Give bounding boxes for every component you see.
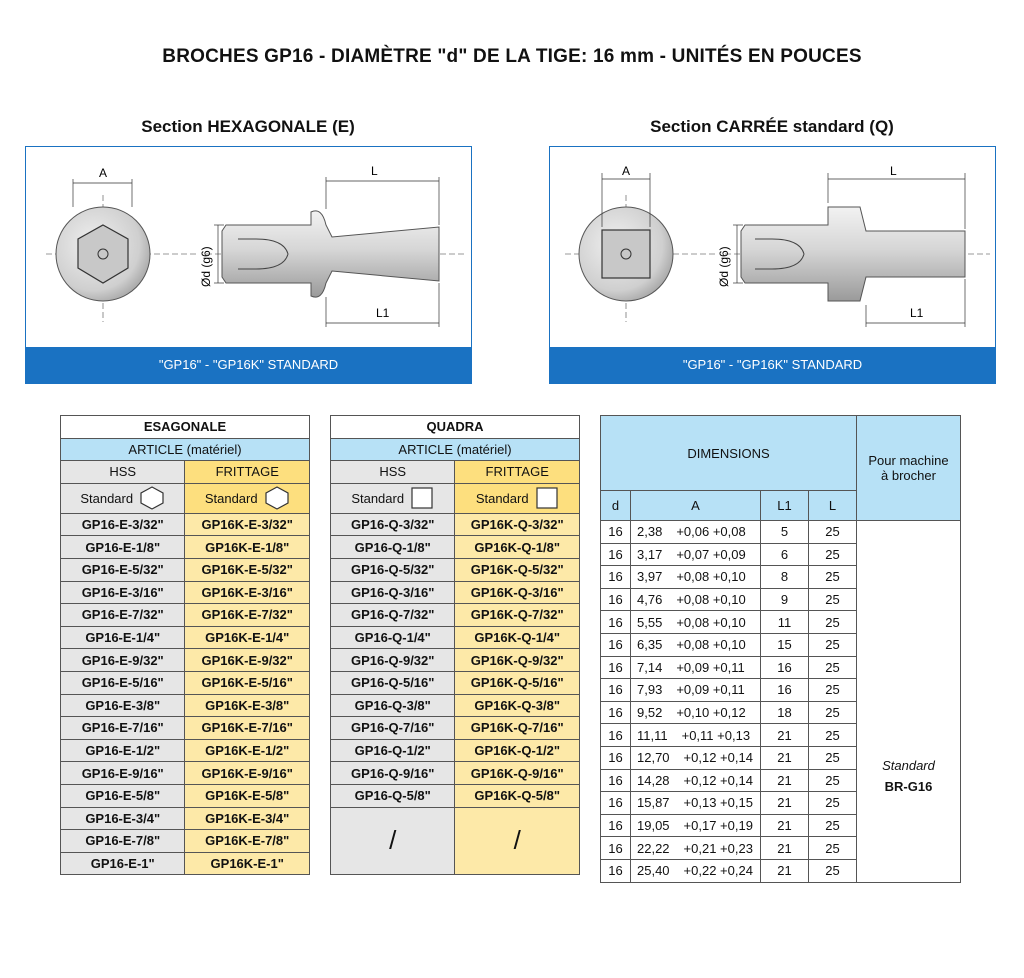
- table-row: [61, 739, 310, 762]
- dim-l1: 21: [761, 746, 809, 769]
- dim-a-value: 25,40: [637, 863, 670, 879]
- dim-label-l1: L1: [376, 306, 390, 320]
- dim-a-tolerance: +0,21 +0,23: [683, 840, 753, 856]
- dim-d: 16: [601, 746, 631, 769]
- frittage-code: GP16K-Q-5/8": [455, 784, 580, 807]
- frittage-code: GP16K-E-7/32": [185, 604, 310, 627]
- table-row: [331, 513, 580, 536]
- dim-a: [631, 701, 761, 724]
- table-row: [331, 649, 580, 672]
- hss-code: GP16-E-7/8": [61, 830, 185, 853]
- dim-a-value: 9,52: [637, 705, 663, 721]
- dim-d: 16: [601, 656, 631, 679]
- table-row: [331, 762, 580, 785]
- hss-code: GP16-Q-5/16": [331, 671, 455, 694]
- table-row: [61, 671, 310, 694]
- dim-label-l1: L1: [910, 306, 924, 320]
- dim-a: [631, 679, 761, 702]
- dim-a-tolerance: +0,08 +0,10: [676, 637, 746, 653]
- dim-a-tolerance: +0,13 +0,15: [683, 795, 753, 811]
- machine-model: BR-G16: [884, 779, 933, 795]
- dim-d: 16: [601, 837, 631, 860]
- hss-code: GP16-E-3/4": [61, 807, 185, 830]
- frittage-code: GP16K-Q-3/16": [455, 581, 580, 604]
- machine-header: Pour machine à brocher: [857, 416, 961, 521]
- frittage-code: GP16K-E-3/16": [185, 581, 310, 604]
- dim-l1: 21: [761, 769, 809, 792]
- hss-code: GP16-Q-7/32": [331, 604, 455, 627]
- dim-l: 25: [809, 814, 857, 837]
- hss-code: GP16-E-1/4": [61, 626, 185, 649]
- dim-a-value: 3,97: [637, 569, 663, 585]
- dim-l: 25: [809, 837, 857, 860]
- dim-a: [631, 588, 761, 611]
- square-hss-header: HSS: [331, 461, 455, 484]
- dim-a: [631, 837, 761, 860]
- dim-a: [631, 746, 761, 769]
- page-title: BROCHES GP16 - DIAMÈTRE "d" DE LA TIGE: 16 mm - UNITÉS EN POUCES: [162, 46, 862, 67]
- square-icon: [535, 487, 559, 509]
- dim-label-l: L: [371, 164, 378, 178]
- dim-l: 25: [809, 543, 857, 566]
- table-row: [61, 581, 310, 604]
- dim-d: 16: [601, 566, 631, 589]
- dim-label-a: A: [98, 166, 108, 180]
- hex-diagram-footer: "GP16" - "GP16K" STANDARD: [26, 347, 471, 383]
- square-diagram-box: [549, 146, 996, 384]
- frittage-code: GP16K-Q-5/32": [455, 558, 580, 581]
- hss-code: GP16-E-3/32": [61, 513, 185, 536]
- hexagon-icon: [264, 486, 290, 510]
- std-label: Standard: [80, 490, 134, 506]
- std-label: Standard: [475, 490, 529, 506]
- hss-code: GP16-Q-1/2": [331, 739, 455, 762]
- dim-l: 25: [809, 521, 857, 544]
- dim-a: [631, 633, 761, 656]
- frittage-code: GP16K-E-9/32": [185, 649, 310, 672]
- frittage-code: GP16K-E-5/8": [185, 784, 310, 807]
- dim-a-value: 4,76: [637, 592, 663, 608]
- square-section-title: Section CARRÉE standard (Q): [650, 117, 894, 136]
- frittage-code: GP16K-E-1": [185, 852, 310, 875]
- dim-a-tolerance: +0,22 +0,24: [683, 863, 753, 879]
- frittage-code: GP16K-E-3/4": [185, 807, 310, 830]
- dim-a-tolerance: +0,07 +0,09: [676, 546, 746, 562]
- table-row: [331, 671, 580, 694]
- table-row: [331, 626, 580, 649]
- frittage-code: GP16K-Q-3/8": [455, 694, 580, 717]
- dim-l1: 16: [761, 656, 809, 679]
- hex-broach-drawing: [26, 147, 471, 347]
- square-article-table: [330, 415, 580, 875]
- hex-table-header: ESAGONALE: [61, 416, 310, 439]
- hex-frittage-header: FRITTAGE: [185, 461, 310, 484]
- frittage-code: GP16K-E-7/16": [185, 717, 310, 740]
- dim-d: 16: [601, 679, 631, 702]
- table-row: [61, 762, 310, 785]
- square-table-header: QUADRA: [331, 416, 580, 439]
- dim-a: [631, 792, 761, 815]
- dim-l: 25: [809, 724, 857, 747]
- hss-code: GP16-E-5/16": [61, 671, 185, 694]
- dim-d: 16: [601, 814, 631, 837]
- dim-l1: 6: [761, 543, 809, 566]
- table-row: [331, 604, 580, 627]
- dim-a: [631, 724, 761, 747]
- dim-a-tolerance: +0,17 +0,19: [683, 818, 753, 834]
- hex-hss-standard: [61, 483, 185, 513]
- dim-a-value: 3,17: [637, 546, 663, 562]
- dim-a-value: 7,14: [637, 659, 663, 675]
- frittage-code: GP16K-Q-9/32": [455, 649, 580, 672]
- hss-code: GP16-E-5/8": [61, 784, 185, 807]
- col-l1: L1: [761, 491, 809, 521]
- hss-code: GP16-Q-5/32": [331, 558, 455, 581]
- dim-a-tolerance: +0,12 +0,14: [683, 772, 753, 788]
- square-diagram-footer: "GP16" - "GP16K" STANDARD: [550, 347, 995, 383]
- frittage-code: GP16K-Q-1/4": [455, 626, 580, 649]
- dim-d: 16: [601, 588, 631, 611]
- dim-a-tolerance: +0,12 +0,14: [683, 750, 753, 766]
- frittage-code: GP16K-E-1/4": [185, 626, 310, 649]
- frittage-code: GP16K-Q-5/16": [455, 671, 580, 694]
- table-row: [61, 626, 310, 649]
- frittage-code: GP16K-E-3/32": [185, 513, 310, 536]
- dim-l1: 21: [761, 859, 809, 882]
- frittage-code: GP16K-Q-7/16": [455, 717, 580, 740]
- empty-mark: /: [455, 807, 580, 875]
- hex-frittage-standard: [185, 483, 310, 513]
- hss-code: GP16-E-9/16": [61, 762, 185, 785]
- frittage-code: GP16K-Q-1/2": [455, 739, 580, 762]
- dim-d: 16: [601, 543, 631, 566]
- dim-a: [631, 611, 761, 634]
- hex-hss-header: HSS: [61, 461, 185, 484]
- dim-d: 16: [601, 724, 631, 747]
- hss-code: GP16-Q-9/32": [331, 649, 455, 672]
- dim-a-tolerance: +0,11 +0,13: [681, 727, 751, 743]
- col-d: d: [601, 491, 631, 521]
- dim-l1: 9: [761, 588, 809, 611]
- table-row: [331, 558, 580, 581]
- hex-section-title: Section HEXAGONALE (E): [141, 117, 355, 136]
- dim-a: [631, 656, 761, 679]
- frittage-code: GP16K-E-3/8": [185, 694, 310, 717]
- dim-a-value: 12,70: [637, 750, 670, 766]
- square-socket-shape: [602, 230, 650, 278]
- dim-a-value: 11,11: [637, 727, 668, 743]
- dim-a-tolerance: +0,09 +0,11: [676, 659, 745, 675]
- dim-l: 25: [809, 566, 857, 589]
- dim-l: 25: [809, 679, 857, 702]
- dim-a-value: 7,93: [637, 682, 663, 698]
- hex-article-table: [60, 415, 310, 875]
- table-row: [331, 717, 580, 740]
- table-row: [61, 717, 310, 740]
- dim-label-od: Ød (g6): [717, 246, 731, 287]
- dim-a: [631, 859, 761, 882]
- dim-l: 25: [809, 746, 857, 769]
- dim-a-value: 14,28: [637, 772, 670, 788]
- dim-l1: 21: [761, 792, 809, 815]
- dim-d: 16: [601, 701, 631, 724]
- frittage-code: GP16K-Q-3/32": [455, 513, 580, 536]
- table-row: [331, 739, 580, 762]
- dim-l: 25: [809, 769, 857, 792]
- hss-code: GP16-E-1": [61, 852, 185, 875]
- frittage-code: GP16K-E-5/32": [185, 558, 310, 581]
- dim-l: 25: [809, 859, 857, 882]
- dim-a: [631, 566, 761, 589]
- dim-a-tolerance: +0,10 +0,12: [676, 705, 746, 721]
- table-row: [61, 830, 310, 853]
- hss-code: GP16-Q-9/16": [331, 762, 455, 785]
- hss-code: GP16-E-1/2": [61, 739, 185, 762]
- table-row: [331, 784, 580, 807]
- hss-code: GP16-E-7/32": [61, 604, 185, 627]
- hss-code: GP16-E-3/16": [61, 581, 185, 604]
- machine-standard: Standard: [882, 758, 935, 774]
- dim-a-value: 5,55: [637, 614, 663, 630]
- dim-a-value: 22,22: [637, 840, 670, 856]
- dim-l1: 21: [761, 837, 809, 860]
- dim-d: 16: [601, 521, 631, 544]
- dim-a-tolerance: +0,08 +0,10: [676, 592, 746, 608]
- dimensions-table: [600, 415, 961, 883]
- square-icon: [410, 487, 434, 509]
- dim-a-value: 15,87: [637, 795, 670, 811]
- frittage-code: GP16K-Q-7/32": [455, 604, 580, 627]
- std-label: Standard: [204, 490, 258, 506]
- machine-cell: [857, 521, 961, 883]
- dim-l1: 16: [761, 679, 809, 702]
- dim-d: 16: [601, 769, 631, 792]
- square-article-header: ARTICLE (matériel): [331, 438, 580, 461]
- dim-label-l: L: [890, 164, 897, 178]
- dim-label-a: A: [621, 164, 631, 178]
- dim-l: 25: [809, 588, 857, 611]
- dim-l1: 18: [761, 701, 809, 724]
- hss-code: GP16-Q-7/16": [331, 717, 455, 740]
- dim-a: [631, 521, 761, 544]
- dim-a-value: 6,35: [637, 637, 663, 653]
- dim-l1: 5: [761, 521, 809, 544]
- hexagon-icon: [139, 486, 165, 510]
- dim-a-value: 2,38: [637, 524, 663, 540]
- square-broach-drawing: [550, 147, 995, 347]
- frittage-code: GP16K-E-9/16": [185, 762, 310, 785]
- dim-l: 25: [809, 611, 857, 634]
- frittage-code: GP16K-E-1/8": [185, 536, 310, 559]
- hex-article-header: ARTICLE (matériel): [61, 438, 310, 461]
- dim-l1: 15: [761, 633, 809, 656]
- hss-code: GP16-E-3/8": [61, 694, 185, 717]
- dimensions-header: DIMENSIONS: [601, 416, 857, 491]
- hss-code: GP16-Q-3/32": [331, 513, 455, 536]
- dim-l1: 21: [761, 814, 809, 837]
- table-row: [61, 513, 310, 536]
- col-a: A: [631, 491, 761, 521]
- table-row: [61, 852, 310, 875]
- hss-code: GP16-Q-3/8": [331, 694, 455, 717]
- dim-d: 16: [601, 633, 631, 656]
- frittage-code: GP16K-E-1/2": [185, 739, 310, 762]
- hss-code: GP16-E-9/32": [61, 649, 185, 672]
- hex-diagram-box: [25, 146, 472, 384]
- table-row: [61, 558, 310, 581]
- table-row: [331, 581, 580, 604]
- frittage-code: GP16K-E-5/16": [185, 671, 310, 694]
- dim-l1: 21: [761, 724, 809, 747]
- hss-code: GP16-E-5/32": [61, 558, 185, 581]
- table-row: [61, 694, 310, 717]
- dim-a-tolerance: +0,09 +0,11: [676, 682, 745, 698]
- frittage-code: GP16K-E-7/8": [185, 830, 310, 853]
- table-row: [61, 536, 310, 559]
- hss-code: GP16-Q-1/4": [331, 626, 455, 649]
- std-label: Standard: [351, 490, 405, 506]
- hss-code: GP16-Q-5/8": [331, 784, 455, 807]
- dim-a-tolerance: +0,08 +0,10: [676, 614, 746, 630]
- dim-l: 25: [809, 701, 857, 724]
- table-row: [331, 536, 580, 559]
- frittage-code: GP16K-Q-9/16": [455, 762, 580, 785]
- square-hss-standard: [331, 483, 455, 513]
- square-frittage-standard: [455, 483, 580, 513]
- hss-code: GP16-E-7/16": [61, 717, 185, 740]
- dim-a: [631, 543, 761, 566]
- table-row: [331, 694, 580, 717]
- dim-l: 25: [809, 633, 857, 656]
- dim-a-tolerance: +0,06 +0,08: [676, 524, 746, 540]
- dim-a: [631, 769, 761, 792]
- frittage-code: GP16K-Q-1/8": [455, 536, 580, 559]
- table-row: [61, 604, 310, 627]
- dim-label-od: Ød (g6): [199, 246, 213, 287]
- col-l: L: [809, 491, 857, 521]
- table-row: [61, 784, 310, 807]
- dim-d: 16: [601, 611, 631, 634]
- dim-d: 16: [601, 859, 631, 882]
- dim-d: 16: [601, 792, 631, 815]
- empty-mark: /: [331, 807, 455, 875]
- table-row: [61, 807, 310, 830]
- table-row: [601, 521, 961, 544]
- dim-a: [631, 814, 761, 837]
- dim-l: 25: [809, 792, 857, 815]
- dim-a-value: 19,05: [637, 818, 670, 834]
- hss-code: GP16-E-1/8": [61, 536, 185, 559]
- dim-l: 25: [809, 656, 857, 679]
- table-row: [61, 649, 310, 672]
- dim-l1: 8: [761, 566, 809, 589]
- dim-a-tolerance: +0,08 +0,10: [676, 569, 746, 585]
- hss-code: GP16-Q-1/8": [331, 536, 455, 559]
- square-frittage-header: FRITTAGE: [455, 461, 580, 484]
- dim-l1: 11: [761, 611, 809, 634]
- hss-code: GP16-Q-3/16": [331, 581, 455, 604]
